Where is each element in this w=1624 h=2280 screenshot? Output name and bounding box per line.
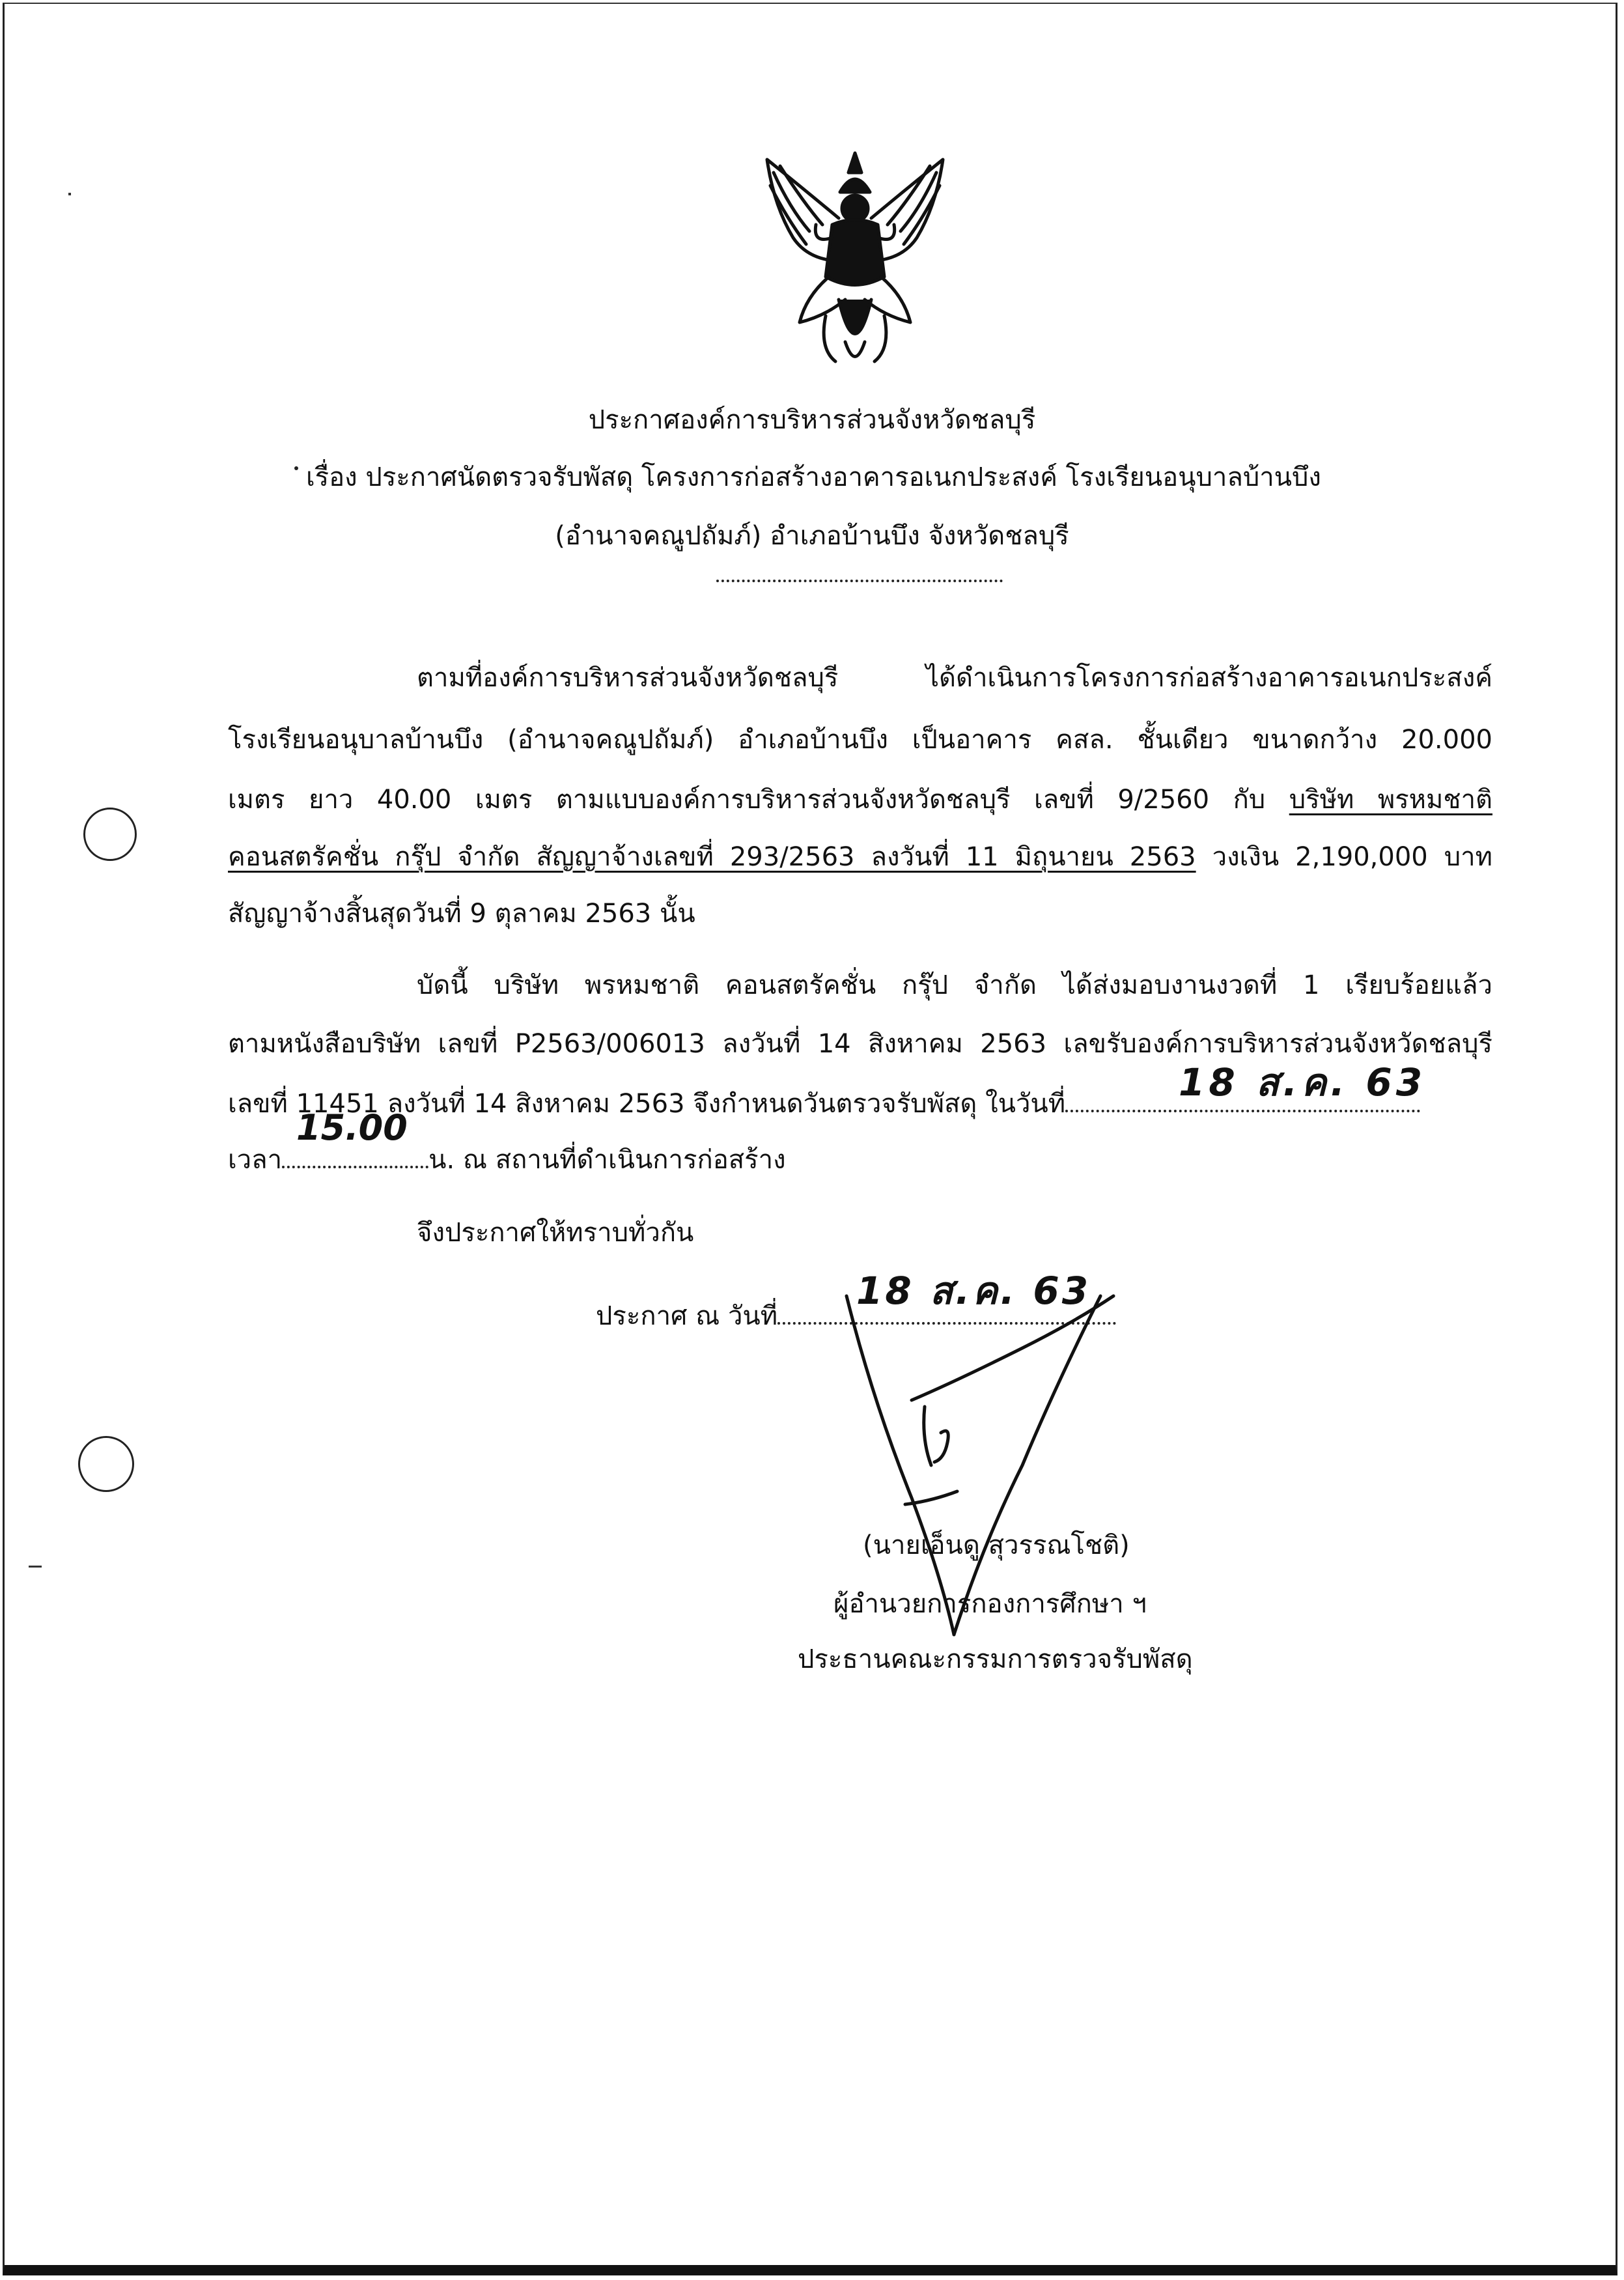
scan-speck <box>68 193 71 195</box>
contract-details-underlined: คอนสตรัคชั่น กรุ๊ป จำกัด สัญญาจ้างเลขที่ 293/2563 ลงวันที่ 11 มิถุนายน 2563 <box>228 842 1196 872</box>
time-label: เวลา <box>228 1145 283 1175</box>
body-p1-line5: สัญญาจ้างสิ้นสุดวันที่ 9 ตุลาคม 2563 นั้น <box>228 899 695 929</box>
signer-role: ประธานคณะกรรมการตรวจรับพัสดุ <box>798 1644 1193 1674</box>
body-p2-line1: บัดนี้ บริษัท พรหมชาติ คอนสตรัคชั่น กรุ๊ป จำกัด ได้ส่งมอบงานงวดที่ 1 เรียบร้อยแล้ว <box>417 970 1492 1000</box>
body-p1-line4 <box>228 836 1492 877</box>
body-p2-line3-text: เลขที่ 11451 ลงวันที่ 14 สิงหาคม 2563 จึงกำหนดวันตรวจรับพัสดุ ในวันที่ <box>228 1089 1066 1119</box>
announcement-date-label: ประกาศ ณ วันที่ <box>596 1301 778 1331</box>
closing-statement: จึงประกาศให้ทราบทั่วกัน <box>417 1218 694 1248</box>
scan-speck <box>29 1566 42 1568</box>
body-p1-line3-text: เมตร ยาว 40.00 เมตร ตามแบบองค์การบริหารส่วนจังหวัดชลบุรี เลขที่ 9/2560 กับ <box>228 785 1289 815</box>
header-bullet <box>294 466 298 470</box>
body-p2-line4 <box>228 1138 1492 1180</box>
punch-hole-bottom <box>78 1436 134 1492</box>
body-p2-line2: ตามหนังสือบริษัท เลขที่ P2563/006013 ลงวันที่ 14 สิงหาคม 2563 เลขรับองค์การบริหารส่วนจังหวัดชลบุรี <box>228 1029 1492 1059</box>
body-p1-line2: โรงเรียนอนุบาลบ้านบึง (อำนาจคณูปถัมภ์) อำเภอบ้านบึง เป็นอาคาร คสล. ชั้นเดียว ขนาดกว้าง 20.000 <box>228 725 1492 755</box>
handwritten-inspection-date: 18 ส.ค. 63 <box>1179 1060 1427 1105</box>
header-separator <box>716 580 1003 582</box>
time-fill-dots <box>282 1149 428 1168</box>
body-p1-line4-text: วงเงิน 2,190,000 บาท <box>1196 842 1492 872</box>
contractor-name-underlined: บริษัท พรหมชาติ <box>1289 785 1493 815</box>
signer-name: (นายเอ็นดู สุวรรณโชติ) <box>863 1530 1130 1560</box>
announcement-title: ประกาศองค์การบริหารส่วนจังหวัดชลบุรี <box>588 405 1036 435</box>
handwritten-inspection-time: 15.00 <box>296 1107 408 1148</box>
body-p1-line3 <box>228 778 1492 820</box>
location-text: น. ณ สถานที่ดำเนินการก่อสร้าง <box>428 1145 786 1175</box>
punch-hole-top <box>83 808 137 861</box>
announcement-subject-cont: (อำนาจคณูปถัมภ์) อำเภอบ้านบึง จังหวัดชลบุรี <box>555 521 1069 551</box>
signer-title: ผู้อำนวยการกองการศึกษา ฯ <box>833 1589 1147 1619</box>
body-p1-line1: ตามที่องค์การบริหารส่วนจังหวัดชลบุรี ได้ดำเนินการโครงการก่อสร้างอาคารอเนกประสงค์ <box>417 663 1492 693</box>
handwritten-announce-date: 18 ส.ค. 63 <box>856 1269 1091 1313</box>
announcement-subject: เรื่อง ประกาศนัดตรวจรับพัสดุ โครงการก่อสร้างอาคารอเนกประสงค์ โรงเรียนอนุบาลบ้านบึง <box>306 462 1321 492</box>
garuda-emblem <box>754 147 956 374</box>
